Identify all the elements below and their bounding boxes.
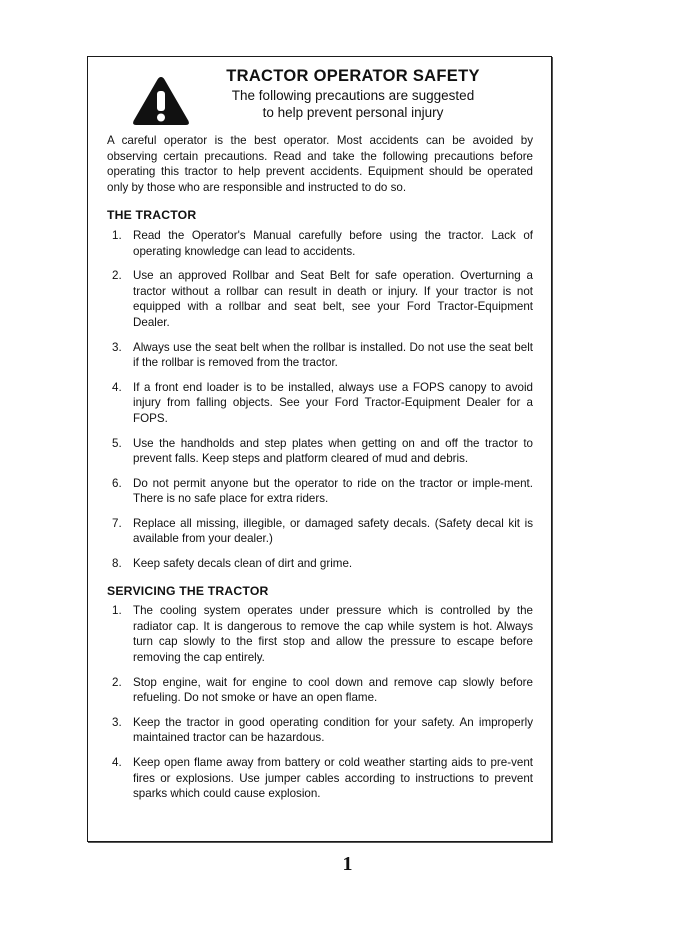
- item-text: Stop engine, wait for engine to cool down and remove cap slowly before refueling. Do not smoke or have an open flame.: [133, 675, 533, 705]
- item-number: 1.: [112, 604, 122, 618]
- item-text: If a front end loader is to be installed, always use a FOPS canopy to avoid injury from falling objects. See your Ford Tractor-Equipment Dealer for a FOPS.: [133, 380, 533, 425]
- intro-paragraph: A careful operator is the best operator. Most accidents can be avoided by observing certain precautions. Read and take the following precautions before operating this tractor to help prevent accidents. Equipment should be operated only by those who are responsible and instructed to do so.: [107, 134, 533, 194]
- item-number: 5.: [112, 436, 122, 450]
- item-text: Read the Operator's Manual carefully before using the tractor. Lack of operating knowledge can lead to accidents.: [133, 228, 533, 258]
- page-title: TRACTOR OPERATOR SAFETY: [226, 67, 480, 85]
- item-number: 6.: [112, 476, 122, 490]
- precaution-item: [107, 755, 533, 802]
- precaution-item: [107, 340, 533, 371]
- precaution-item: [107, 675, 533, 706]
- item-text: Replace all missing, illegible, or damaged safety decals. (Safety decal kit is available from your dealer.): [133, 516, 533, 546]
- item-text: Keep the tractor in good operating condition for your safety. An improperly maintained tractor can be hazardous.: [133, 715, 533, 745]
- precaution-list: [107, 228, 533, 572]
- item-number: 4.: [112, 756, 122, 769]
- notice-header: [88, 57, 551, 137]
- precaution-item: [107, 715, 533, 746]
- item-text: Keep open flame away from battery or cold weather starting aids to pre-vent fires or explosions. Use jumper cables according to instructions to prevent sparks which could cause explosion.: [133, 756, 533, 801]
- page-subtitle: The following precautions are suggested to help prevent personal injury: [231, 88, 475, 120]
- item-number: 3.: [112, 340, 122, 354]
- precaution-item: [107, 268, 533, 330]
- item-number: 7.: [112, 516, 122, 530]
- item-number: 4.: [112, 380, 122, 394]
- item-number: 2.: [112, 269, 122, 283]
- item-text: The cooling system operates under pressure which is controlled by the radiator cap. It is dangerous to remove the cap while system is hot. Always turn cap slowly to the first stop and allow the pressure to escape before removing the cap entirely.: [133, 604, 533, 665]
- warning-triangle-icon: [131, 75, 191, 127]
- precaution-item: [107, 436, 533, 467]
- notice-content: [107, 133, 533, 814]
- item-number: 3.: [112, 715, 122, 729]
- safety-notice-box: [87, 56, 552, 842]
- page-number: 1: [342, 853, 353, 875]
- precaution-item: [107, 228, 533, 259]
- item-text: Use the handholds and step plates when getting on and off the tractor to prevent falls. Keep steps and platform cleared of mud and debris.: [133, 436, 533, 466]
- item-number: 1.: [112, 228, 122, 242]
- sections-container: [107, 208, 533, 801]
- precaution-list: [107, 603, 533, 802]
- section-title: THE TRACTOR: [107, 208, 197, 223]
- item-text: Always use the seat belt when the rollbar is installed. Do not use the seat belt if the rollbar is removed from the tractor.: [133, 340, 533, 370]
- item-number: 8.: [112, 557, 122, 571]
- item-number: 2.: [112, 675, 122, 689]
- precaution-item: [107, 476, 533, 507]
- title-block: [218, 66, 488, 121]
- precaution-item: [107, 380, 533, 427]
- item-text: Use an approved Rollbar and Seat Belt for safe operation. Overturning a tractor without a rollbar can result in death or injury. If your tractor is not equipped with a rollbar and seat belt, see your Ford Tractor-Equipment Dealer.: [133, 269, 533, 329]
- section-title: SERVICING THE TRACTOR: [107, 583, 269, 598]
- item-text: Do not permit anyone but the operator to ride on the tractor or imple-ment. There is no safe place for extra riders.: [133, 476, 533, 506]
- precaution-item: [107, 603, 533, 665]
- precaution-item: [107, 556, 533, 572]
- precaution-item: [107, 516, 533, 547]
- item-text: Keep safety decals clean of dirt and grime.: [133, 557, 353, 571]
